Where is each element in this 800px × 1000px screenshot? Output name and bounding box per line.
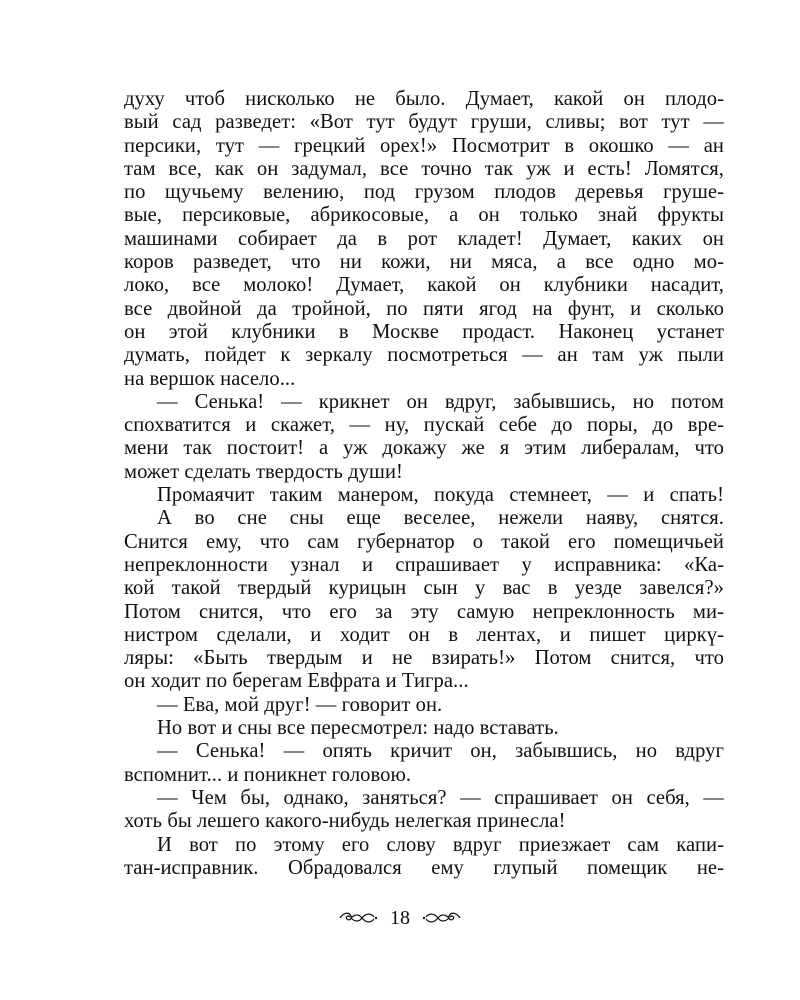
page-footer [0,903,800,933]
text-line: может сделать твердость души! [124,460,403,483]
text-line: И вот по этому его слову вдруг приезжает сам капи- [157,833,724,856]
text-line: тан-исправник. Обрадовался ему глупый помещик не- [124,856,724,879]
text-line: кой такой твердый курицын сын у вас в уезде завелся?» [124,577,724,600]
text-line: коров разведет, что ни кожи, ни мяса, а все одно мо- [124,251,724,274]
body-text [124,88,724,880]
text-line: спохватится и скажет, — ну, пускай себе до поры, до вре- [124,414,724,437]
text-line: — Чем бы, однако, заняться? — спрашивает он себя, — [157,786,724,809]
text-line: непреклонности узнал и спрашивает у исправника: «Ка- [124,553,724,576]
text-line: на вершок насело... [124,367,296,390]
flourish-right-icon [422,909,462,927]
text-line: персики, тут — грецкий орех!» Посмотрит в окошко — ан [124,134,724,157]
text-line: — Сенька! — крикнет он вдруг, забывшись, но потом [157,390,724,413]
text-line: он этой клубники в Москве продаст. Наконец устанет [124,320,724,343]
text-line: хоть бы лешего какого-нибудь нелегкая принесла! [124,810,566,833]
text-line: вспомнит... и поникнет головою. [124,763,412,786]
text-line: — Сенька! — опять кричит он, забывшись, но вдруг [157,740,724,763]
flourish-left-icon [338,909,378,927]
text-line: А во сне сны еще веселее, нежели наяву, снятся. [157,507,724,530]
text-line: все двойной да тройной, по пяти ягод на фунт, и сколько [124,297,724,320]
text-line: Промаячит таким манером, покуда стемнеет, — и спать! [157,484,724,507]
page-number: 18 [390,907,410,929]
text-line: он ходит по берегам Евфрата и Тигра... [124,670,469,693]
text-line: нистром сделали, и ходит он в лентах, и пишет циркү- [124,623,724,646]
text-line: вые, персиковые, абрикосовые, а он только знай фрукты [124,204,724,227]
text-line: там все, как он задумал, все точно так уж и есть! Ломятся, [124,157,724,180]
text-line: духу чтоб нисколько не было. Думает, какой он плодо- [124,88,724,110]
text-line: ляры: «Быть твердым и не взирать!» Потом снится, что [124,647,724,670]
text-line: Снится ему, что сам губернатор о такой его помещичьей [124,530,724,553]
text-line: по щучьему велению, под грузом плодов деревья груше- [124,181,724,204]
text-line: — Ева, мой друг! — говорит он. [157,693,443,716]
text-line: машинами собирает да в рот кладет! Думает, каких он [124,227,724,250]
text-line: Но вот и сны все пересмотрел: надо вставать. [157,717,559,740]
text-line: локо, все молоко! Думает, какой он клубники насадит, [124,274,724,297]
text-line: вый сад разведет: «Вот тут будут груши, сливы; вот тут — [124,111,724,134]
text-line: мени так постоит! а уж докажу же я этим либералам, что [124,437,724,460]
text-line: Потом снится, что его за эту самую непреклонность ми- [124,600,724,623]
text-line: думать, пойдет к зеркалу посмотреться — ан там уж пыли [124,344,724,367]
